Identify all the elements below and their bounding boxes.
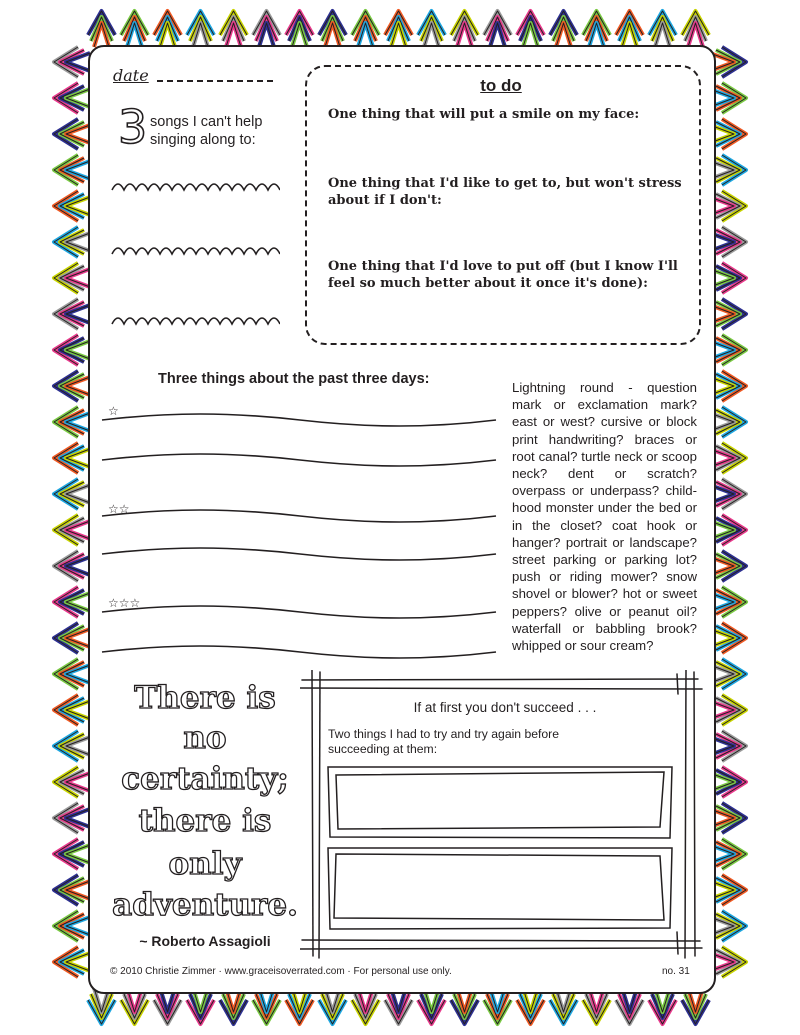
succeed-answer-box-1[interactable]	[326, 765, 676, 841]
border-chevron-left	[60, 734, 84, 758]
succeed-title: If at first you don't succeed . . .	[413, 700, 597, 715]
border-chevron-right	[716, 482, 740, 506]
border-chevron-right	[716, 446, 740, 470]
border-chevron-right	[716, 122, 740, 146]
border-chevron-left	[60, 878, 84, 902]
border-chevron-left	[60, 482, 84, 506]
border-chevron-right	[716, 518, 740, 542]
border-chevron-right	[716, 734, 740, 758]
quote-line-1: There is	[134, 680, 276, 716]
border-chevron-right	[716, 806, 740, 830]
border-chevron-right	[716, 194, 740, 218]
border-chevron-right	[716, 302, 740, 326]
todo-item-put-off: One thing that I'd love to put off (but I know I'll feel so much better about it once it's done):	[328, 259, 678, 291]
quote-line-2: no	[183, 720, 227, 756]
border-chevron-right	[716, 266, 740, 290]
border-chevron-left	[60, 230, 84, 254]
todo-item-smile: One thing that will put a smile on my face:	[328, 107, 640, 122]
border-chevron-right	[716, 914, 740, 938]
border-chevron-left	[60, 842, 84, 866]
border-chevron-right	[716, 878, 740, 902]
border-chevron-left	[60, 590, 84, 614]
date-label: date	[113, 66, 149, 85]
border-chevron-right	[716, 50, 740, 74]
border-chevron-left	[60, 302, 84, 326]
border-chevron-right	[716, 86, 740, 110]
border-chevron-left	[60, 914, 84, 938]
border-chevron-left	[60, 50, 84, 74]
footer-copyright: © 2010 Christie Zimmer · www.graceisoverrated.com · For personal use only.	[110, 966, 452, 977]
border-chevron-left	[60, 194, 84, 218]
songs-prompt-line1: songs I can't help	[150, 114, 263, 130]
border-chevron-left	[60, 338, 84, 362]
border-chevron-left	[60, 266, 84, 290]
border-chevron-right	[716, 698, 740, 722]
border-chevron-left	[60, 950, 84, 974]
succeed-subtitle	[328, 727, 588, 757]
succeed-subtitle-line1: Two things I had to try and try again before	[328, 727, 560, 741]
border-chevron-right	[716, 338, 740, 362]
border-chevron-left	[60, 698, 84, 722]
succeed-subtitle-line2: succeeding at them:	[328, 742, 438, 756]
songs-number: 3	[118, 100, 148, 154]
past-line-6[interactable]	[100, 640, 498, 664]
border-chevron-left	[60, 122, 84, 146]
one-star-icon: ☆	[108, 404, 119, 418]
two-star-icon: ☆☆	[108, 502, 130, 516]
quote-author: ~ Roberto Assagioli	[139, 933, 271, 949]
past-days-title: Three things about the past three days:	[158, 371, 430, 387]
past-line-2[interactable]	[100, 448, 498, 472]
border-chevron-right	[716, 230, 740, 254]
past-line-4[interactable]	[100, 542, 498, 566]
border-chevron-right	[716, 770, 740, 794]
quote-line-4: there is	[138, 803, 272, 839]
past-line-1[interactable]	[100, 408, 498, 432]
page-number: no. 31	[662, 966, 690, 977]
quote-line-3: certainty;	[121, 761, 289, 797]
border-chevron-left	[60, 770, 84, 794]
song-line-3[interactable]	[110, 314, 280, 328]
border-chevron-left	[60, 410, 84, 434]
quote-line-6: adventure.	[112, 887, 298, 923]
border-chevron-left	[60, 518, 84, 542]
border-chevron-right	[716, 410, 740, 434]
border-chevron-right	[716, 662, 740, 686]
lightning-round-text: Lightning round - question mark or exclamation mark? east or west? cursive or block print handwriting? braces or root canal? turtle neck or scoop neck? dent or scratch? overpass or underpass? childhood monster under the bed or in the closet? coat hook or hanger? portrait or landscape? street parking or parking lot? push or riding mower? snow shovel or blower? hot or sweet peppers? olive or peanut oil? waterfall or babbling brook? whipped or sour cream?	[512, 380, 697, 654]
date-line[interactable]	[157, 80, 273, 82]
border-chevron-right	[716, 842, 740, 866]
succeed-answer-box-2[interactable]	[326, 846, 676, 932]
song-line-2[interactable]	[110, 244, 280, 258]
todo-title: to do	[480, 76, 522, 95]
border-chevron-right	[716, 158, 740, 182]
border-chevron-left	[60, 554, 84, 578]
border-chevron-left	[60, 806, 84, 830]
border-chevron-right	[716, 626, 740, 650]
todo-item-get-to: One thing that I'd like to get to, but won't stress about if I don't:	[328, 176, 682, 208]
border-chevron-left	[60, 662, 84, 686]
border-chevron-right	[716, 374, 740, 398]
songs-prompt-line2: singing along to:	[150, 132, 256, 148]
border-chevron-left	[60, 446, 84, 470]
border-chevron-left	[60, 626, 84, 650]
border-chevron-left	[60, 374, 84, 398]
border-chevron-left	[60, 158, 84, 182]
border-chevron-right	[716, 950, 740, 974]
border-chevron-left	[60, 86, 84, 110]
past-line-5[interactable]	[100, 600, 498, 624]
three-star-icon: ☆☆☆	[108, 596, 141, 610]
past-line-3[interactable]	[100, 504, 498, 528]
songs-prompt	[150, 113, 262, 149]
border-chevron-right	[716, 554, 740, 578]
border-chevron-right	[716, 590, 740, 614]
song-line-1[interactable]	[110, 180, 280, 194]
quote-line-5: only	[168, 846, 242, 882]
